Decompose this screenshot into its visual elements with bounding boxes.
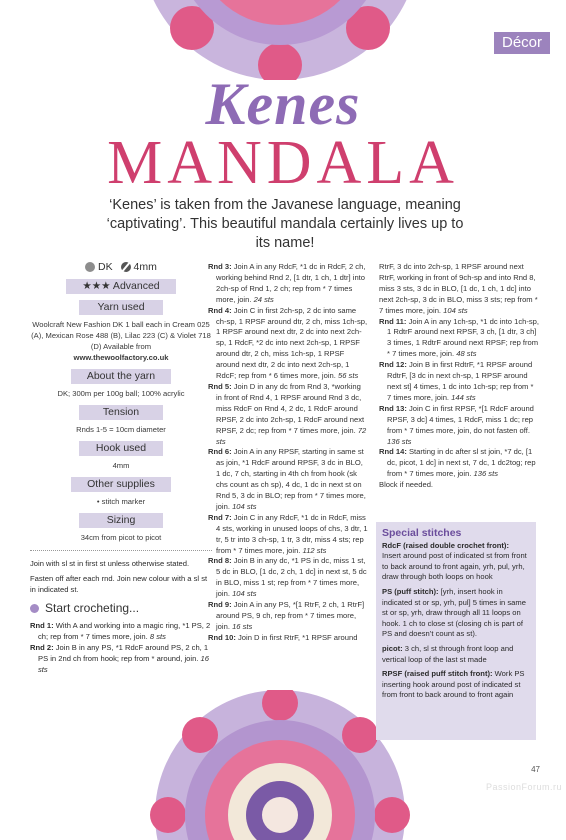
round-text: Join D in any dc from Rnd 3, *working in front of Rnd 4, 1 RPSF around Rnd 3 dc, miss RdcF on Rnd 4, 2 dc, 1 RdcF around RPSF, 2 dc into 2ch-sp, 1 RdcF around next RPSF, 2 dc; rep from * 7 times more, join. <box>216 381 365 435</box>
special-stitch-picot <box>382 644 530 665</box>
title-kenes: Kenes <box>205 71 361 137</box>
round-text: Join B in first RdtrF, *1 RPSF around RdtrF, [3 dc in next ch-sp, 1 RPSF around next st] 4 times, 1 dc into 1ch-sp; rep from * 7 times more, join. <box>387 360 534 402</box>
watermark: PassionForum.ru <box>485 782 562 792</box>
round-text: Join A in any 1ch-sp, *1 dc into 1ch-sp, 1 RdtrF around next RPSF, 3 ch, [1 dtr, 3 ch] 3 times, 1 RdtrF around next RPSF; rep from * 7 times more, join. <box>387 316 539 359</box>
stitch-count: 72 sts <box>216 425 367 446</box>
round-label: Rnd 12: <box>379 360 407 370</box>
hook-used-text: 4mm <box>112 461 130 470</box>
start-crocheting-heading <box>30 603 212 614</box>
title-mandala: MANDALA <box>107 129 459 197</box>
page-number: 47 <box>531 765 540 774</box>
round-text: Join C in any RdcF, *1 dc in RdcF, miss 4 sts, working in unused loops of chs, 3 dtr, 1 tr, 5 tr into 3 ch-sp, 1 tr, 3 dtr, miss 4 sts; rep from * 7 times more, join. <box>216 512 368 555</box>
round-label: Rnd 3: <box>208 262 232 271</box>
block-note: Block if needed. <box>379 480 434 490</box>
sizing-text: 34cm from picot to picot <box>80 533 162 542</box>
stitch-term: RdcF (raised double crochet front): <box>382 540 509 550</box>
round-text: Join A in any PS, *[1 RtrF, 2 ch, 1 RtrF] around PS, 9 ch, rep from * 7 times more, join. <box>216 600 365 631</box>
stitch-count: 8 sts <box>149 632 166 641</box>
round-text: Join B in any dc, *1 PS in dc, miss 1 st, 5 dc in BLO, [1 dc, 2 ch, 1 dc] in next st, 5 dc in BLO, miss 1 st; rep from * 7 times more, join. <box>216 556 367 599</box>
yarn-used-text: Woolcraft New Fashion DK 1 ball each in Cream 025 (A), Mexican Rose 488 (B), Lilac 223 (C) & Violet 718 (D) Available from <box>31 320 211 351</box>
round-label: Rnd 4: <box>208 305 232 315</box>
round-12 <box>379 360 539 404</box>
round-3 <box>208 262 368 306</box>
stitch-count: 16 sts <box>38 654 209 674</box>
sizing-heading: Sizing <box>79 513 163 528</box>
round-9 <box>208 600 368 633</box>
other-supplies-text: • stitch marker <box>96 497 146 506</box>
round-label: Rnd 6: <box>208 447 232 457</box>
round-text: With A and working into a magic ring, *1 PS, 2 ch; rep from * 7 times more, join. <box>38 621 211 641</box>
about-yarn-text: DK; 300m per 100g ball; 100% acrylic <box>57 389 185 398</box>
instructions-column-1 <box>208 262 368 644</box>
round-6 <box>208 447 368 512</box>
round-4 <box>208 306 368 382</box>
stitch-count: 136 sts <box>387 436 412 446</box>
round-text: RtrF, 3 dc into 2ch-sp, 1 RPSF around next RtrF, working in front of 9ch-sp and into Rnd 8, miss 3 sts, 3 dc in BLO, [1 dc, 1 ch, 1 dc] into next 2ch-sp, 3 dc in BLO, miss 3 sts; rep from * 7 times more, join. <box>379 262 538 315</box>
round-text: Join A in any RPSF, starting in same st as join, *1 RdcF around RPSF, 3 dc in BLO, 1 dc, 7 ch, starting in 4th ch from hook (sk chs count as ch sp), 4 dc, 1 dc in next st on Rnd 5, 3 dc in BLO; rep from * 7 times more, join. <box>216 447 366 511</box>
round-1 <box>30 620 212 642</box>
yarn-ball-icon <box>85 262 95 272</box>
start-crocheting-label: Start crocheting... <box>45 601 140 615</box>
yarn-weight-label: DK <box>98 261 113 273</box>
stitch-term: picot: <box>382 643 403 653</box>
round-11 <box>379 317 539 361</box>
stitch-term: RPSF (raised puff stitch front): <box>382 669 493 679</box>
stitch-count: 16 sts <box>232 621 253 631</box>
yarn-source-link[interactable]: www.thewoolfactory.co.uk <box>73 353 169 362</box>
round-label: Rnd 1: <box>30 621 54 630</box>
special-stitches-heading: Special stitches <box>382 527 462 539</box>
round-label: Rnd 2: <box>30 643 54 652</box>
special-stitch-ps <box>382 587 530 640</box>
stitch-description: [yrh, insert hook in indicated st or sp, yrh, pul] 5 times in same st or sp, yrh, draw through all 11 loops on hook. 1 ch to close st (closing ch is part of PS and doesn’t count as st). <box>382 586 526 639</box>
stitch-count: 104 sts <box>232 501 257 511</box>
round-10 <box>208 633 368 644</box>
note-join: Join with sl st in first st unless otherwise stated. <box>30 559 190 568</box>
stitch-count: 48 sts <box>456 349 477 359</box>
stitch-count: 104 sts <box>232 589 257 599</box>
pattern-info-sidebar <box>30 262 212 675</box>
round-label: Rnd 13: <box>379 403 407 413</box>
round-text: Join B in any PS, *1 RdcF around PS, 2 ch, 1 PS in 2nd ch from hook; rep from * around, join. <box>38 643 209 663</box>
special-stitch-rdcf <box>382 541 530 583</box>
round-label: Rnd 10: <box>208 632 236 642</box>
stitch-count: 104 sts <box>443 305 468 315</box>
round-text: Join A in any RdcF, *1 dc in RdcF, 2 ch, working behind Rnd 2, [1 dtr, 1 ch, 1 dtr] into 2ch-sp of Rnd 1, 2 ch; rep from * 7 times more, join. <box>216 262 366 304</box>
round-13 <box>379 404 539 448</box>
mandala-photo-bottom <box>150 690 410 840</box>
hook-size <box>121 262 157 273</box>
stitch-count: 24 sts <box>253 294 274 304</box>
round-14 <box>379 447 539 480</box>
yarn-meta-row <box>30 262 212 273</box>
round-text: Join C in first RPSF, *[1 RdcF around RPSF, 3 dc] 4 times, 1 RdcF, miss 1 dc; rep from * 7 times more, join, do not fasten off. <box>387 403 534 435</box>
stitch-count: 56 sts <box>337 371 359 381</box>
hook-used-heading: Hook used <box>79 441 163 456</box>
stitch-description: Insert around post of indicated st from front to back around to front again, yrh, pul, yrh, draw through both loops on hook <box>382 551 527 582</box>
round-label: Rnd 11: <box>379 316 407 326</box>
stitch-term: PS (puff stitch): <box>382 586 439 596</box>
sidebar-divider <box>30 550 212 551</box>
round-text: Join D in first RtrF, *1 RPSF around <box>237 632 358 642</box>
round-label: Rnd 8: <box>208 556 232 566</box>
section-tag: Décor <box>494 32 550 54</box>
round-text: Join C in first 2ch-sp, 2 dc into same ch-sp, 1 RPSF around dtr, 2 ch, miss 1ch-sp, 1 RPSF around next dtr, 2 dc into next 2ch-sp, 1 RdcF, *2 dc into next 2ch-sp, 1 RPSF around dtr, 2 ch, miss 1ch-sp, 1 RPSF around next dtr, 2 dc into next 2ch-sp, 1 RdcF; rep from * 6 times more, join. <box>216 305 368 381</box>
skill-level-badge: ★★★ Advanced <box>66 279 176 294</box>
round-7 <box>208 513 368 557</box>
round-label: Rnd 5: <box>208 381 232 391</box>
special-stitches-box <box>376 522 536 740</box>
intro-text: ‘Kenes’ is taken from the Javanese language, meaning ‘captivating’. This beautiful mandala certainly lives up to its name! <box>106 197 464 251</box>
tension-heading: Tension <box>79 405 163 420</box>
special-stitch-rpsf <box>382 669 530 701</box>
round-8 <box>208 556 368 600</box>
hook-icon <box>121 262 131 272</box>
yarn-weight <box>85 262 113 273</box>
other-supplies-heading: Other supplies <box>71 477 171 492</box>
round-label: Rnd 14: <box>379 447 407 457</box>
stitch-count: 112 sts <box>302 545 327 555</box>
stitch-count: 136 sts <box>473 469 499 479</box>
round-text: Starting in dc after sl st join, *7 dc, [1 dc, picot, 1 dc] in next st, 7 dc, 1 dc2tog; rep from * 7 times more, join. <box>387 447 536 479</box>
about-yarn-heading: About the yarn <box>71 369 171 384</box>
round-label: Rnd 9: <box>208 600 232 610</box>
stitch-description: Work PS inserting hook around post of indicated st from front to back around to front again <box>382 669 525 700</box>
instructions-column-2 <box>379 262 539 491</box>
round-2 <box>30 642 212 675</box>
round-5 <box>208 382 368 447</box>
mandala-photo-top <box>130 0 430 80</box>
round-10-continued <box>379 262 539 317</box>
yarn-used-heading: Yarn used <box>79 300 163 315</box>
stitch-description: 3 ch, sl st through front loop and vertical loop of the last st made <box>382 643 514 664</box>
bullet-icon <box>30 604 39 613</box>
round-label: Rnd 7: <box>208 512 232 522</box>
hook-size-label: 4mm <box>133 261 157 273</box>
stitch-count: 144 sts <box>451 392 476 402</box>
note-fasten: Fasten off after each rnd. Join new colour with a sl st in indicated st. <box>30 574 208 594</box>
tension-text: Rnds 1-5 = 10cm diameter <box>76 425 166 434</box>
